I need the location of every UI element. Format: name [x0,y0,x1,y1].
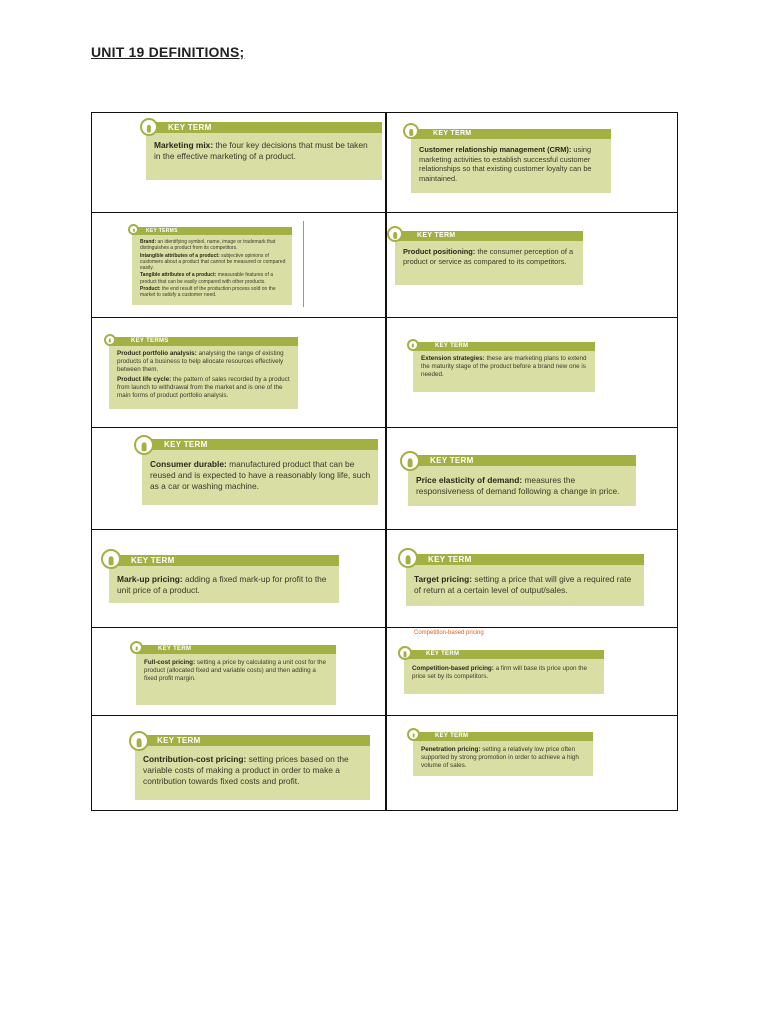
definition: subjective opinions of customers about a product that cannot be measured or compared easily. [140,252,286,271]
term: Competition-based pricing: [412,665,494,672]
key-term-card-marketing-mix [146,122,382,180]
definition: measures the responsiveness of demand following a change in price. [416,475,620,496]
key-term-body [150,459,372,493]
key-term-header: KEY TERM [146,122,382,133]
key-term-header: KEY TERMS [109,337,298,346]
definition: setting a price by calculating a unit cost for the product (allocated fixed and variable costs) and then adding a fixed profit margin. [144,659,326,683]
keyhole-icon [400,451,420,471]
key-term-card-penetration-pricing [413,732,593,776]
definition: the pattern of sales recorded by a product from launch to withdrawal from the market and is one of the main forms of product portfolio analysis. [117,375,290,399]
definition: a firm will base its price upon the price set by its competitors. [412,665,587,681]
key-term-header: KEY TERM [404,650,604,659]
key-term-card-competition-pricing [404,650,604,694]
term: Price elasticity of demand: [416,475,523,485]
key-term-body [419,145,605,185]
row-divider [92,317,677,318]
definition: analysing the range of existing products of a business to help allocate resources effectively between them. [117,350,284,374]
key-term-card-product-portfolio [109,337,298,409]
page-title: UNIT 19 DEFINITIONS; [91,44,245,60]
column-divider [385,113,387,810]
keyhole-icon [130,641,143,654]
definition: setting a relatively low price often supported by strong promotion in order to achieve a high volume of sales. [421,746,579,770]
term: Product: [140,285,161,292]
key-term-card-contribution-cost-pricing [135,735,370,800]
key-term-card-target-pricing [406,554,644,606]
key-term-body [421,746,587,772]
key-term-card-extension-strategies [413,342,595,392]
keyhole-icon [407,728,420,741]
stray-line [303,221,304,307]
key-term-header: KEY TERM [395,231,583,241]
key-term-header: KEY TERM [411,129,611,139]
term: Product life cycle: [117,375,172,383]
term: Penetration pricing: [421,746,481,753]
keyhole-icon [129,731,149,751]
definition: the consumer perception of a product or service as compared to its competitors. [403,247,574,266]
key-term-card-product-positioning [395,231,583,285]
term: Customer relationship management (CRM): [419,145,572,154]
key-term-body [154,140,376,163]
term: Intangible attributes of a product: [140,252,220,259]
row-divider [92,715,677,716]
key-term-body [412,665,598,682]
definition: setting prices based on the variable costs of making a product in order to make a contribution towards fixed costs and profit. [143,754,349,786]
term: Product portfolio analysis: [117,350,197,357]
key-term-header: KEY TERM [142,439,378,450]
key-term-body [117,574,333,597]
cropped-caption: Competition-based pricing [414,630,484,636]
key-term-header: KEY TERMS [132,227,292,235]
key-term-body [143,754,364,788]
key-term-body [403,247,577,267]
definition: measurable features of a product that can be easily compared with other products. [140,272,273,285]
term: Product positioning: [403,247,476,256]
keyhole-icon [104,334,116,346]
definition: these are marketing plans to extend the maturity stage of the product before a brand new one is needed. [421,355,587,379]
key-term-body [421,355,589,381]
key-term-body [414,574,638,597]
row-divider [92,427,677,428]
keyhole-icon [407,339,419,351]
row-divider [92,212,677,213]
keyhole-icon [387,226,403,242]
definitions-table [91,112,678,811]
key-term-body [144,659,330,685]
keyhole-icon [128,224,139,235]
key-term-body [140,239,286,299]
key-term-header: KEY TERM [109,555,339,566]
keyhole-icon [403,123,419,139]
key-term-header: KEY TERM [413,342,595,351]
keyhole-icon [134,435,154,455]
term: Target pricing: [414,574,473,584]
term: Full-cost pricing: [144,659,196,666]
definition: the end result of the production process sold on the market to satisfy a customer need. [140,285,276,298]
keyhole-icon [398,646,412,660]
definition: an identifying symbol, name, image or trademark that distinguishes a product from its competitors. [140,239,276,252]
row-divider [92,627,677,628]
term: Mark-up pricing: [117,574,183,584]
term: Brand: [140,239,157,245]
definition: manufactured product that can be reused and is expected to have a reasonably long life, such as a car or washing machine. [150,459,371,491]
key-term-header: KEY TERM [406,554,644,565]
term: Consumer durable: [150,459,227,469]
definition: using marketing activities to establish successful customer relationships so that existing customer loyalty can be maintained. [419,145,592,183]
term: Contribution-cost pricing: [143,754,247,764]
key-term-header: KEY TERM [135,735,370,746]
key-term-card-consumer-durable [142,439,378,505]
key-term-body [117,350,292,401]
key-term-card-crm [411,129,611,193]
term: Extension strategies: [421,355,485,362]
key-term-header: KEY TERM [408,455,636,466]
key-term-card-mark-up-pricing [109,555,339,603]
definition: setting a price that will give a required rate of return at a certain level of output/sales. [414,574,632,595]
key-term-card-full-cost-pricing [136,645,336,705]
keyhole-icon [101,549,121,569]
definition: the four key decisions that must be taken in the effective marketing of a product. [154,140,368,161]
key-term-card-brand [132,227,292,305]
key-term-header: KEY TERM [413,732,593,741]
keyhole-icon [398,548,418,568]
term: Marketing mix: [154,140,214,150]
keyhole-icon [140,118,158,136]
key-term-body [416,475,630,498]
row-divider [92,529,677,530]
key-term-header: KEY TERM [136,645,336,654]
definition: adding a fixed mark-up for profit to the unit price of a product. [117,574,327,595]
term: Tangible attributes of a product: [140,272,217,279]
key-term-card-ped [408,455,636,506]
